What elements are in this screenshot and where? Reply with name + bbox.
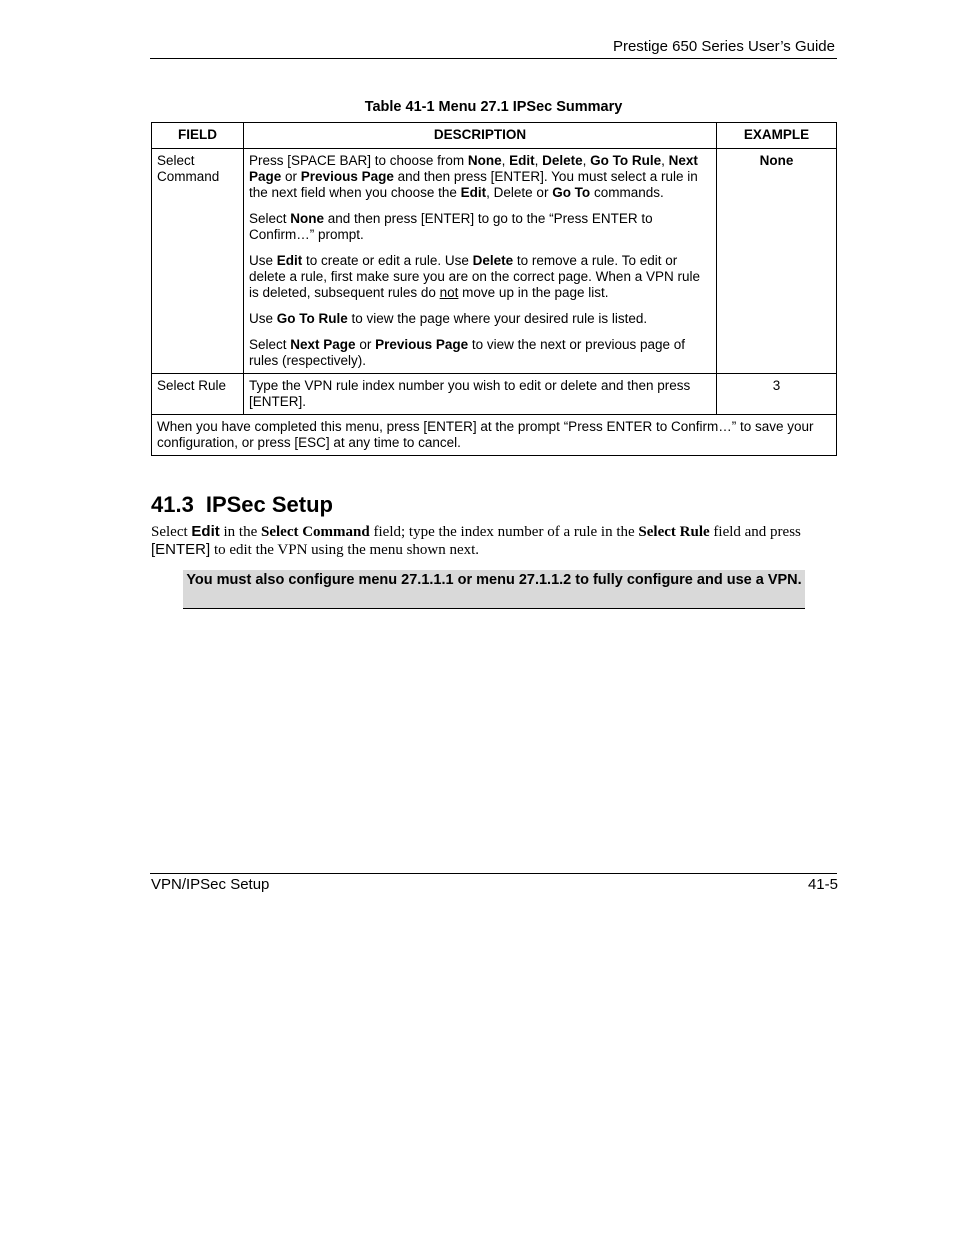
section-body-text: Select Edit in the Select Command field; type the index number of a rule in the Select Rule field and press [ENTER] to edit the VPN using the menu shown next. (151, 523, 801, 558)
description-paragraph: Select Next Page or Previous Page to view the next or previous page of rules (respectively). (249, 337, 686, 368)
page-header (150, 36, 837, 59)
column-header-description: DESCRIPTION (244, 123, 717, 149)
table-caption: Table 41-1 Menu 27.1 IPSec Summary (364, 99, 623, 115)
section-heading (151, 492, 333, 518)
description-paragraph: Press [SPACE BAR] to choose from None, Edit, Delete, Go To Rule, Next Page or Previous Page and then press [ENTER]. You must select a rule in the next field when you choose the Edit, Delete or Go To commands. (249, 153, 698, 200)
ipsec-summary-table (151, 122, 837, 456)
table-header-row (152, 123, 837, 149)
field-cell: Select Command (152, 149, 244, 374)
page-footer (150, 873, 838, 893)
note-box (183, 570, 805, 609)
description-paragraph: Use Go To Rule to view the page where your desired rule is listed. (249, 311, 648, 326)
example-cell: 3 (717, 374, 837, 415)
header-title: Prestige 650 Series User’s Guide (612, 38, 835, 55)
section-number: 41.3 (151, 492, 194, 517)
field-cell: Select Rule (152, 374, 244, 415)
column-header-field: FIELD (152, 123, 244, 149)
table-row (152, 149, 837, 374)
footer-page-number: 41-5 (807, 876, 838, 893)
table-row (152, 374, 837, 415)
description-paragraph: Select None and then press [ENTER] to go to the “Press ENTER to Confirm…” prompt. (249, 211, 653, 242)
table-footnote-row (152, 415, 837, 456)
section-title: IPSec Setup (205, 492, 333, 517)
description-cell: Type the VPN rule index number you wish to edit or delete and then press [ENTER]. (244, 374, 717, 415)
description-paragraph: Use Edit to create or edit a rule. Use Delete to remove a rule. To edit or delete a rule, first make sure you are on the correct page. When a VPN rule is deleted, subsequent rules do not move up in the page list. (249, 253, 700, 300)
description-cell (244, 149, 717, 374)
table-footnote: When you have completed this menu, press [ENTER] at the prompt “Press ENTER to Confirm…” to save your configuration, or press [ESC] at any time to cancel. (152, 415, 837, 456)
note-text: You must also configure menu 27.1.1.1 or menu 27.1.1.2 to fully configure and use a VPN. (186, 572, 802, 588)
column-header-example: EXAMPLE (717, 123, 837, 149)
example-cell: None (717, 149, 837, 374)
footer-chapter: VPN/IPSec Setup (151, 876, 270, 893)
